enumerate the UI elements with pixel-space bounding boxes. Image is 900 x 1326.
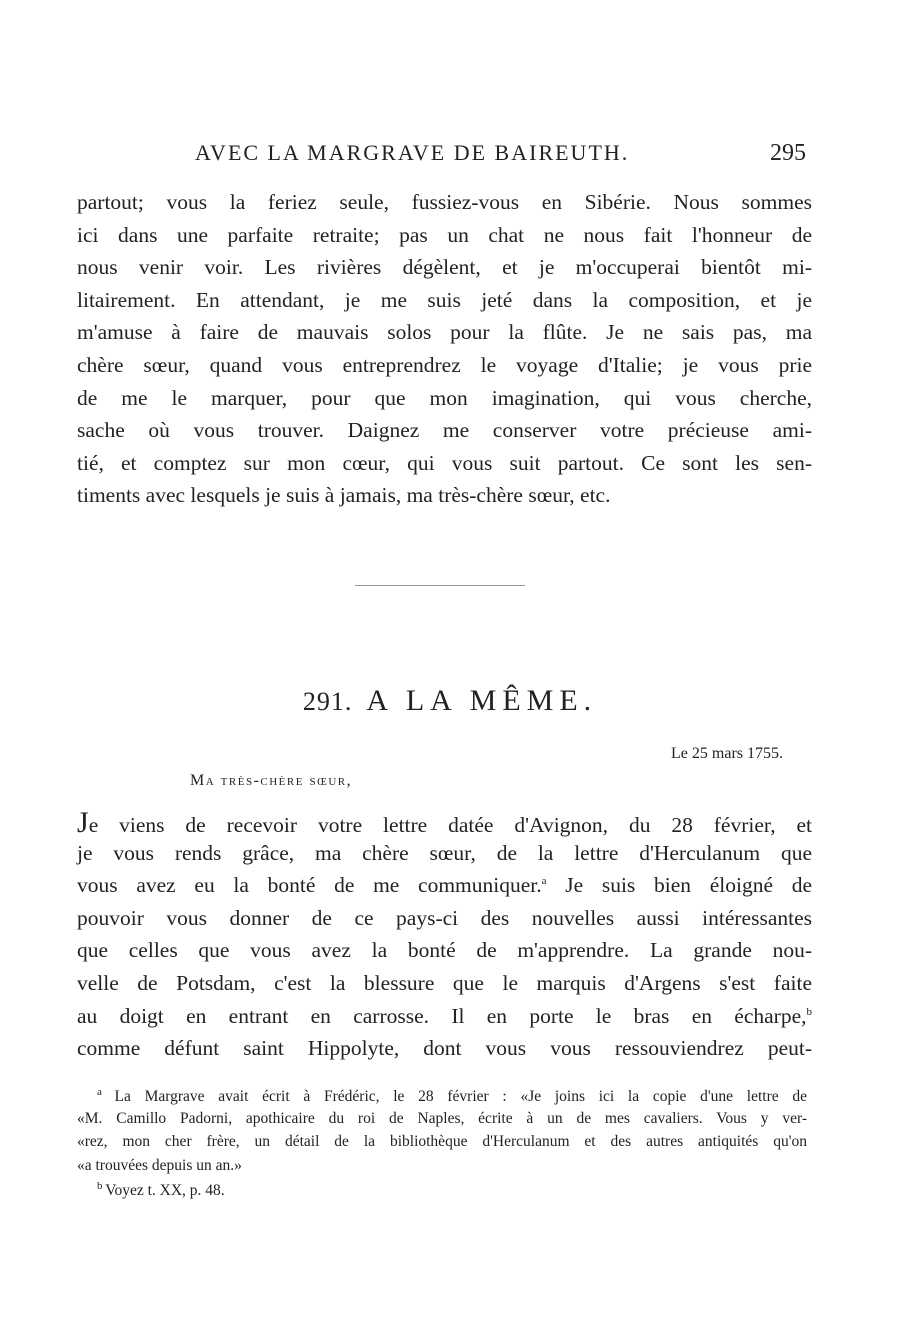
text-line: m'amuse à faire de mauvais solos pour la flûte. Je ne sais pas, ma — [77, 320, 812, 345]
text-line — [77, 1004, 812, 1029]
footnote-line — [77, 1133, 807, 1151]
running-title: AVEC LA MARGRAVE DE BAIREUTH. — [195, 140, 630, 165]
letter-title — [0, 684, 900, 718]
line-text: comme défunt saint Hippolyte, dont vous vous ressouviendrez peut- — [77, 1036, 812, 1061]
text-line — [77, 873, 812, 898]
text-line — [77, 841, 812, 866]
footnote-line — [97, 1180, 807, 1200]
text-line: timents avec lesquels je suis à jamais, ma très-chère sœur, etc. — [77, 483, 611, 508]
text-line: litairement. En attendant, je me suis jeté dans la composition, et je — [77, 287, 812, 312]
footnote-text: La Margrave avait écrit à Frédéric, le 28 février : «Je joins ici la copie d'une lettre de — [114, 1088, 807, 1106]
line-text: vous avez eu la bonté de me communiquer. — [77, 873, 542, 898]
drop-cap: J — [77, 806, 89, 839]
text-line: tié, et comptez sur mon cœur, qui vous suit partout. Ce sont les sen- — [77, 450, 812, 475]
section-divider — [355, 585, 525, 586]
salutation: Ma très-chère sœur, — [190, 772, 353, 789]
text-line — [77, 808, 812, 838]
text-line: de me le marquer, pour que mon imagination, qui vous cherche, — [77, 385, 812, 410]
text-line: sache où vous trouver. Daignez me conserver votre précieuse ami- — [77, 418, 812, 443]
footnote-line — [77, 1157, 807, 1175]
letter-number: 291. — [302, 687, 353, 716]
text-line — [77, 971, 812, 996]
footnote-text: «rez, mon cher frère, un détail de la bibliothèque d'Herculanum et des autres antiquités qu'on — [77, 1133, 807, 1150]
line-text: pouvoir vous donner de ce pays-ci des nouvelles aussi intéressantes — [77, 905, 812, 930]
footnote-mark: b — [97, 1180, 106, 1192]
letter-heading: A LA MÊME. — [366, 684, 598, 717]
line-text: Je suis bien éloigné de — [546, 873, 812, 898]
line-text: e viens de recevoir votre lettre datée d'Avignon, du 28 février, et — [88, 813, 812, 837]
line-text: velle de Potsdam, c'est la blessure que le marquis d'Argens s'est faite — [77, 971, 812, 995]
text-line: nous venir voir. Les rivières dégèlent, et je m'occuperai bientôt mi- — [77, 255, 812, 280]
page-number: 295 — [770, 140, 806, 166]
text-line — [77, 938, 812, 963]
footnote-line — [77, 1110, 807, 1128]
footnote-line — [97, 1086, 807, 1106]
footnote-text: Voyez t. XX, p. 48. — [105, 1182, 225, 1200]
text-line: chère sœur, quand vous entreprendrez le voyage d'Italie; je vous prie — [77, 353, 812, 377]
footnote-ref-a: a — [541, 875, 547, 888]
footnote-ref-b: b — [806, 1005, 812, 1018]
footnote-text: «M. Camillo Padorni, apothicaire du roi de Naples, écrite à un de mes cavaliers. Vous y ver- — [77, 1109, 807, 1127]
text-line: ici dans une parfaite retraite; pas un chat ne nous fait l'honneur de — [77, 222, 812, 247]
line-text: que celles que vous avez la bonté de m'apprendre. La grande nou- — [77, 938, 812, 963]
footnote-mark: a — [97, 1086, 115, 1098]
text-line — [77, 1036, 812, 1061]
footnote-text: «a trouvées depuis un an.» — [77, 1156, 242, 1174]
line-text: je vous rends grâce, ma chère sœur, de la lettre d'Herculanum que — [77, 840, 812, 865]
line-text: au doigt en entrant en carrosse. Il en porte le bras en écharpe, — [77, 1003, 807, 1028]
text-line — [77, 906, 812, 931]
letter-date: Le 25 mars 1755. — [671, 745, 783, 762]
text-line: partout; vous la feriez seule, fussiez-vous en Sibérie. Nous sommes — [77, 190, 812, 214]
